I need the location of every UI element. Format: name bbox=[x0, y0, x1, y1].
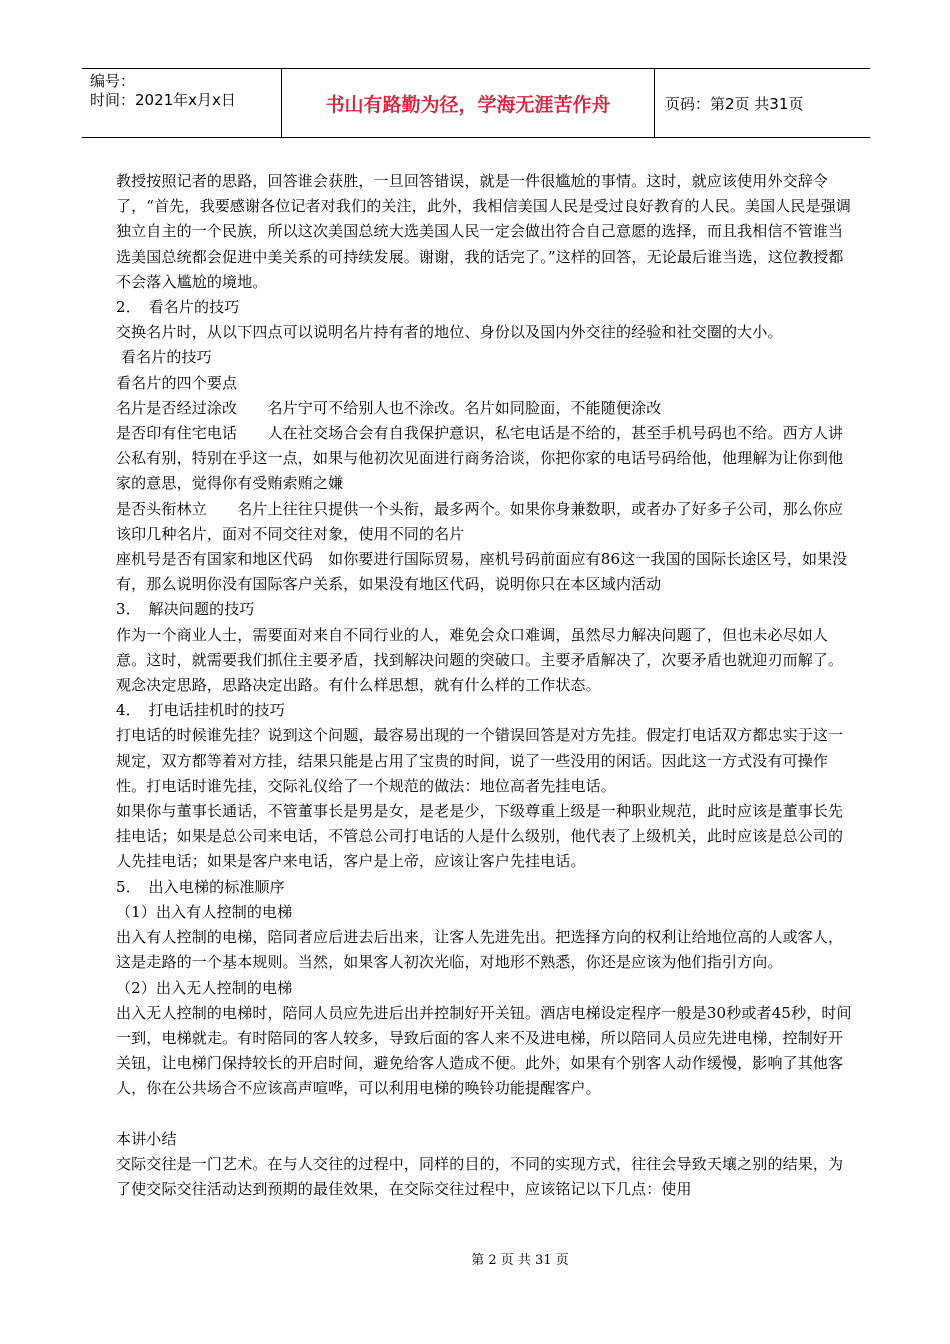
section-heading: 5． 出入电梯的标准顺序 bbox=[116, 877, 285, 896]
page-number-label: 页码：第2页 共31页 bbox=[665, 94, 804, 113]
page-header bbox=[82, 68, 870, 138]
paragraph: 出入有人控制的电梯，陪同者应后进去后出来，让客人先进先出。把选择方向的权利让给地位高的人或客人，这是走路的一个基本规则。当然，如果客人初次光临，对地形不熟悉，你还是应该为他们指引方向。 bbox=[116, 928, 844, 972]
section-heading: 2． 看名片的技巧 bbox=[116, 298, 240, 317]
summary-paragraph: 交际交往是一门艺术。在与人交往的过程中，同样的目的，不同的实现方式，往往会导致天壤之别的结果，为了使交际交往活动达到预期的最佳效果，在交际交往过程中，应该铭记以下几点：使用 bbox=[116, 1154, 844, 1198]
paragraph: 是否印有住宅电话 人在社交场合会有自我保护意识，私宅电话是不给的，甚至手机号码也不给。西方人讲公私有别，特别在乎这一点，如果与他初次见面进行商务洽谈，你把你家的电话号码给他，他理解为让你到他家的意思，觉得你有受贿索贿之嫌 bbox=[116, 424, 844, 493]
paragraph: 座机号是否有国家和地区代码 如你要进行国际贸易，座机号码前面应有86这一我国的国际长途区号，如果没有，那么说明你没有国际客户关系，如果没有地区代码，说明你只在本区域内活动 bbox=[116, 550, 848, 594]
spacer bbox=[116, 1102, 852, 1127]
paragraph: 教授按照记者的思路，回答谁会获胜，一旦回答错误，就是一件很尴尬的事情。这时，就应该使用外交辞令了，“首先，我要感谢各位记者对我们的关注，此外，我相信美国人民是受过良好教育的人民。美国人民是强调独立自主的一个民族，所以这次美国总统大选美国人民一定会做出符合自己意愿的选择，而且我相信不管谁当选美国总统都会促进中美关系的可持续发展。谢谢，我的话完了。”这样的回答，无论最后谁当选，这位教授都不会落入尴尬的境地。 bbox=[116, 172, 852, 291]
section-heading: 3． 解决问题的技巧 bbox=[116, 600, 255, 619]
page-footer bbox=[0, 1249, 950, 1268]
summary-title: 本讲小结 bbox=[116, 1129, 177, 1148]
paragraph: 如果你与董事长通话，不管董事长是男是女，是老是少，下级尊重上级是一种职业规范，此时应该是董事长先挂电话；如果是总公司来电话，不管总公司打电话的人是什么级别，他代表了上级机关，此时应该是总公司的人先挂电话；如果是客户来电话，客户是上帝，应该让客户先挂电话。 bbox=[116, 802, 844, 871]
header-page-info bbox=[655, 69, 870, 137]
motto-text: 书山有路勤为径，学海无涯苦作舟 bbox=[325, 93, 611, 116]
header-meta bbox=[82, 69, 282, 137]
footer-page-number: 第 2 页 共 31 页 bbox=[471, 1253, 569, 1268]
document-date-label: 时间：2021年x月x日 bbox=[90, 91, 236, 109]
paragraph: 名片是否经过涂改 名片宁可不给别人也不涂改。名片如同脸面，不能随便涂改 bbox=[116, 398, 662, 417]
paragraph: 是否头衔林立 名片上往往只提供一个头衔，最多两个。如果你身兼数职，或者办了好多子公司，那么你应该印几种名片，面对不同交往对象，使用不同的名片 bbox=[116, 499, 844, 543]
paragraph: 作为一个商业人士，需要面对来自不同行业的人，难免会众口难调，虽然尽力解决问题了，但也未必尽如人意。这时，就需要我们抓住主要矛盾，找到解决问题的突破口。主要矛盾解决了，次要矛盾也就迎刃而解了。观念决定思路，思路决定出路。有什么样思想，就有什么样的工作状态。 bbox=[116, 625, 844, 695]
document-body bbox=[116, 169, 852, 1202]
paragraph: 交换名片时，从以下四点可以说明名片持有者的地位、身份以及国内外交往的经验和社交圈的大小。 bbox=[116, 323, 783, 342]
subheading: （1）出入有人控制的电梯 bbox=[116, 902, 293, 921]
subheading: （2）出入无人控制的电梯 bbox=[116, 978, 293, 997]
paragraph: 打电话的时候谁先挂？说到这个问题，最容易出现的一个错误回答是对方先挂。假定打电话双方都忠实于这一规定，双方都等着对方挂，结果只能是占用了宝贵的时间，说了一些没用的闲话。因此这一方式没有可操作性。打电话时谁先挂，交际礼仪给了一个规范的做法：地位高者先挂电话。 bbox=[116, 726, 844, 795]
subheading: 看名片的技巧 bbox=[116, 348, 212, 367]
header-motto bbox=[282, 69, 655, 137]
paragraph: 出入无人控制的电梯时，陪同人员应先进后出并控制好开关钮。酒店电梯设定程序一般是30秒或者45秒，时间一到，电梯就走。有时陪同的客人较多，导致后面的客人来不及进电梯，所以陪同人员应先进电梯，控制好开关钮，让电梯门保持较长的开启时间，避免给客人造成不便。此外，如果有个别客人动作缓慢，影响了其他客人，你在公共场合不应该高声喧哗，可以利用电梯的唤铃功能提醒客户。 bbox=[116, 1003, 852, 1098]
document-number-label: 编号： bbox=[90, 72, 136, 90]
subheading: 看名片的四个要点 bbox=[116, 373, 238, 392]
section-heading: 4． 打电话挂机时的技巧 bbox=[116, 701, 285, 720]
